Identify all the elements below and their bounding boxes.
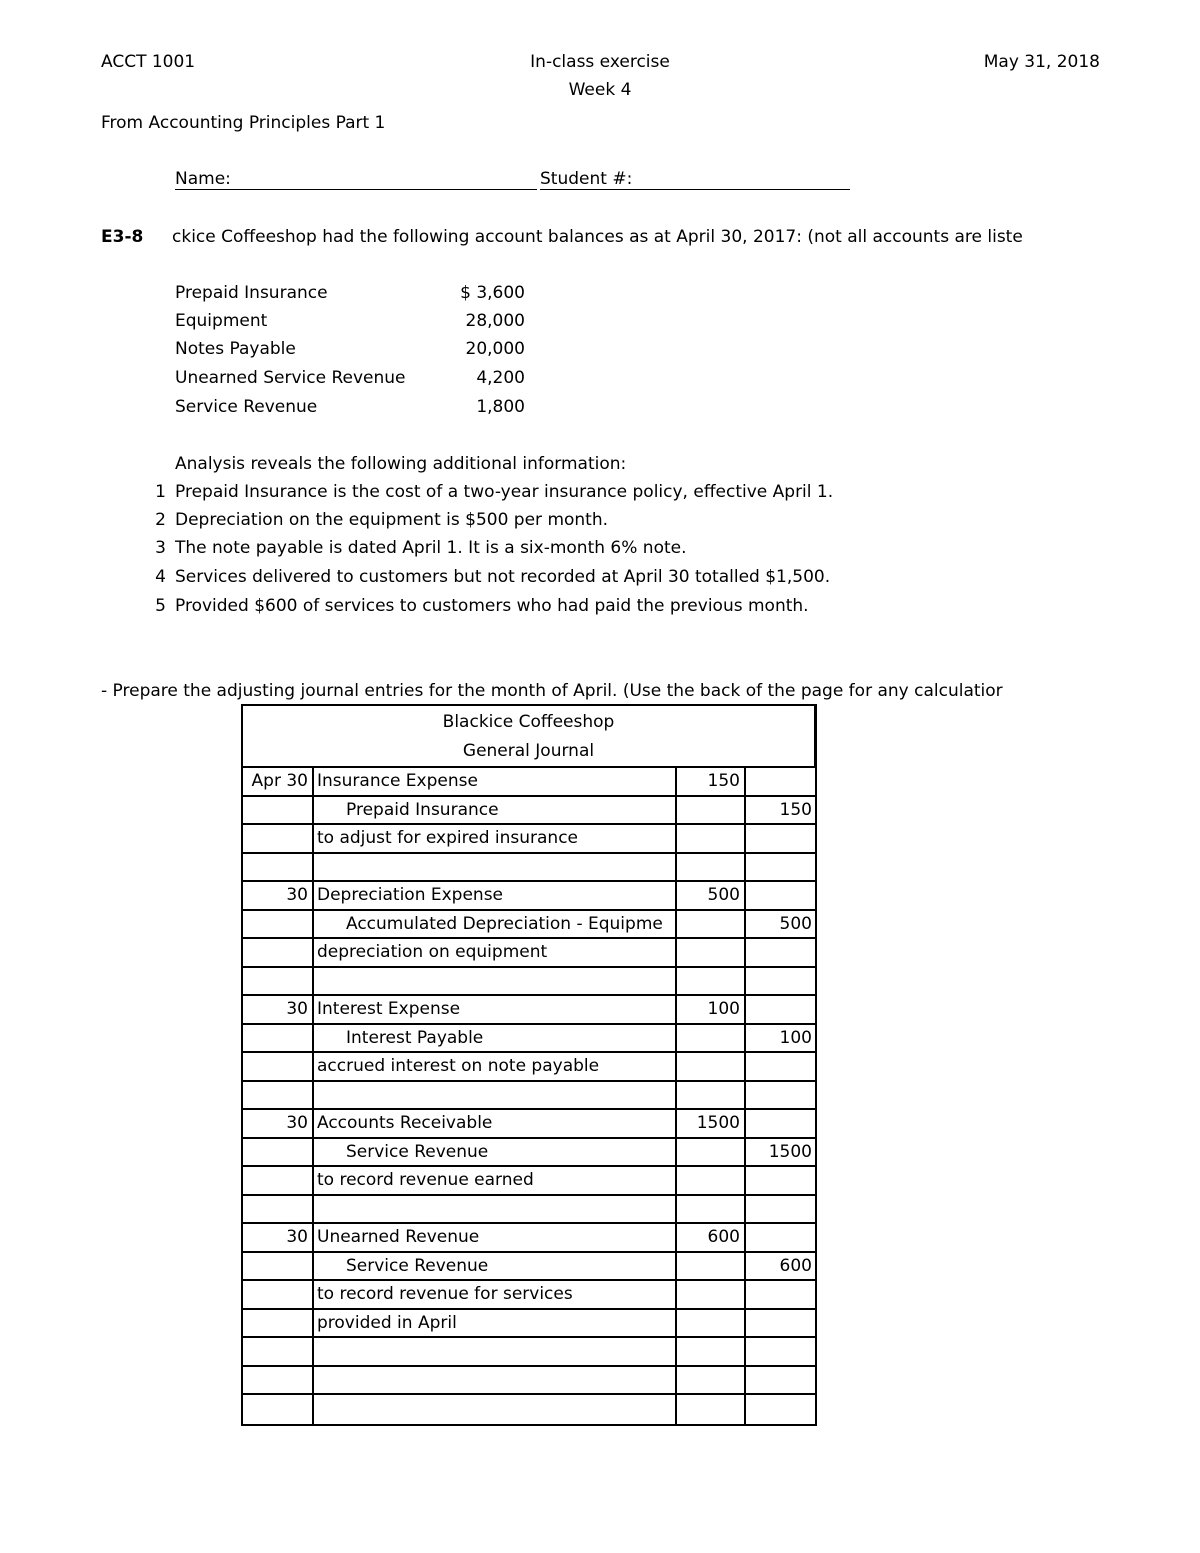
journal-description-cell: depreciation on equipment (314, 939, 677, 966)
journal-credit-cell (746, 968, 815, 995)
journal-credit-cell (746, 939, 815, 966)
journal-row (243, 1281, 815, 1310)
journal-date-cell (243, 1253, 314, 1280)
journal-debit-cell (677, 1395, 746, 1424)
journal-credit-cell: 1500 (768, 1141, 812, 1162)
journal-debit-cell (677, 1082, 746, 1109)
journal-credit-cell (746, 1395, 815, 1424)
journal-description-cell (314, 1367, 677, 1394)
analysis-item: Depreciation on the equipment is $500 per month. (175, 510, 609, 530)
journal-row (243, 1139, 815, 1168)
journal-rows (243, 768, 815, 1424)
journal-row (243, 1253, 815, 1282)
journal-credit-cell (746, 1310, 815, 1337)
journal-date-cell (243, 968, 314, 995)
journal-description-cell: Prepaid Insurance (314, 797, 677, 824)
journal-date-cell (243, 797, 314, 824)
journal-credit-cell (746, 1281, 815, 1308)
journal-row (243, 939, 815, 968)
source-text: From Accounting Principles Part 1 (101, 113, 386, 133)
journal-credit-cell (746, 1338, 815, 1365)
exercise-title: In-class exercise (530, 52, 670, 72)
journal-row (243, 1196, 815, 1225)
journal-row (243, 1025, 815, 1054)
journal-description-cell (314, 1338, 677, 1365)
journal-description-cell: Interest Payable (314, 1025, 677, 1052)
journal-date-cell: 30 (243, 882, 314, 909)
journal-debit-cell (677, 825, 746, 852)
journal-date-cell: 30 (243, 1110, 314, 1137)
analysis-item-number: 5 (155, 596, 166, 616)
journal-debit-cell (677, 968, 746, 995)
journal-row (243, 854, 815, 883)
journal-debit-cell (677, 1253, 746, 1280)
journal-debit-cell (677, 1338, 746, 1365)
journal-debit-cell (677, 1310, 746, 1337)
journal-description-cell: to adjust for expired insurance (314, 825, 677, 852)
journal-date-cell (243, 1196, 314, 1223)
journal-debit-cell (677, 797, 746, 824)
journal-description-cell (314, 854, 677, 881)
balance-amount: 28,000 (465, 311, 525, 331)
balance-account: Prepaid Insurance (175, 283, 328, 303)
student-number-field[interactable] (540, 169, 850, 190)
journal-row (243, 1338, 815, 1367)
journal-description-cell: Unearned Revenue (314, 1224, 677, 1251)
balance-account: Service Revenue (175, 397, 318, 417)
journal-debit-cell (677, 1367, 746, 1394)
instruction-text: - Prepare the adjusting journal entries for the month of April. (Use the back of the page for any calculatior (101, 681, 1003, 701)
journal-date-cell: Apr 30 (243, 768, 314, 795)
journal-debit-cell (677, 854, 746, 881)
journal-description-cell: Depreciation Expense (314, 882, 677, 909)
journal-row (243, 768, 815, 797)
exercise-date: May 31, 2018 (983, 52, 1100, 72)
journal-title: General Journal (462, 741, 595, 761)
journal-row (243, 882, 815, 911)
journal-credit-cell (746, 1167, 815, 1194)
journal-date-cell (243, 1082, 314, 1109)
journal-credit-cell (746, 1053, 815, 1080)
general-journal-table (241, 704, 817, 1426)
journal-row (243, 1082, 815, 1111)
journal-description-cell: Interest Expense (314, 996, 677, 1023)
exercise-intro: ckice Coffeeshop had the following account balances as at April 30, 2017: (not all accounts are liste (172, 227, 1023, 247)
journal-date-cell (243, 1338, 314, 1365)
journal-credit-cell: 500 (779, 913, 812, 934)
journal-credit-cell (746, 1196, 815, 1223)
journal-debit-cell: 150 (677, 768, 746, 795)
journal-row (243, 797, 815, 826)
journal-date-cell: 30 (243, 996, 314, 1023)
journal-credit-cell (746, 768, 815, 795)
journal-date-cell (243, 1395, 314, 1424)
journal-row (243, 911, 815, 940)
journal-date-cell (243, 1310, 314, 1337)
balance-amount: 20,000 (465, 339, 525, 359)
journal-row (243, 1395, 815, 1424)
journal-row (243, 1167, 815, 1196)
journal-date-cell (243, 1025, 314, 1052)
journal-credit-cell (746, 825, 815, 852)
balance-account: Notes Payable (175, 339, 296, 359)
journal-row (243, 996, 815, 1025)
journal-row (243, 1110, 815, 1139)
journal-description-cell: Insurance Expense (314, 768, 677, 795)
journal-credit-cell (746, 1367, 815, 1394)
balance-amount: 1,800 (476, 397, 525, 417)
journal-debit-cell: 500 (677, 882, 746, 909)
journal-credit-cell: 600 (779, 1255, 812, 1276)
analysis-item-number: 4 (155, 567, 166, 587)
analysis-item-number: 3 (155, 538, 166, 558)
journal-row (243, 1053, 815, 1082)
journal-date-cell (243, 1367, 314, 1394)
journal-date-cell (243, 1281, 314, 1308)
journal-row (243, 825, 815, 854)
journal-date-cell (243, 1167, 314, 1194)
journal-description-cell: Service Revenue (314, 1253, 677, 1280)
journal-credit-cell (746, 996, 815, 1023)
journal-debit-cell: 100 (677, 996, 746, 1023)
journal-debit-cell (677, 1053, 746, 1080)
journal-company: Blackice Coffeeshop (442, 712, 615, 732)
balance-account: Unearned Service Revenue (175, 368, 406, 388)
journal-row (243, 968, 815, 997)
journal-debit-cell (677, 1196, 746, 1223)
journal-row (243, 1224, 815, 1253)
balance-account: Equipment (175, 311, 268, 331)
journal-description-cell (314, 968, 677, 995)
journal-row (243, 1310, 815, 1339)
name-field[interactable] (175, 169, 537, 190)
journal-description-cell: accrued interest on note payable (314, 1053, 677, 1080)
journal-credit-cell (746, 1082, 815, 1109)
journal-date-cell (243, 911, 314, 938)
analysis-item: The note payable is dated April 1. It is a six-month 6% note. (175, 538, 687, 558)
journal-description-cell (314, 1082, 677, 1109)
journal-description-cell: Service Revenue (314, 1139, 677, 1166)
journal-row (243, 1367, 815, 1396)
journal-credit-cell (746, 1110, 815, 1137)
journal-debit-cell: 600 (677, 1224, 746, 1251)
journal-debit-cell (677, 1139, 746, 1166)
journal-credit-cell (746, 854, 815, 881)
journal-date-cell (243, 825, 314, 852)
journal-date-cell (243, 939, 314, 966)
journal-debit-cell (677, 1025, 746, 1052)
journal-description-cell (314, 1196, 677, 1223)
balance-amount: 4,200 (476, 368, 525, 388)
journal-description-cell: Accumulated Depreciation - Equipme (314, 911, 677, 938)
journal-credit-cell (746, 1224, 815, 1251)
journal-description-cell: provided in April (314, 1310, 677, 1337)
journal-debit-cell: 1500 (677, 1110, 746, 1137)
analysis-intro: Analysis reveals the following additional information: (175, 454, 627, 474)
analysis-item: Services delivered to customers but not recorded at April 30 totalled $1,500. (175, 567, 831, 587)
exercise-code: E3-8 (101, 227, 144, 247)
balance-amount: $ 3,600 (460, 283, 525, 303)
student-number-label: Student #: (540, 169, 850, 190)
journal-credit-cell: 100 (779, 1027, 812, 1048)
journal-date-cell (243, 854, 314, 881)
journal-debit-cell (677, 1167, 746, 1194)
journal-header (243, 706, 817, 768)
course-code: ACCT 1001 (101, 52, 196, 72)
analysis-item: Prepaid Insurance is the cost of a two-year insurance policy, effective April 1. (175, 482, 834, 502)
journal-description-cell: to record revenue earned (314, 1167, 677, 1194)
journal-debit-cell (677, 939, 746, 966)
journal-credit-cell (746, 882, 815, 909)
journal-date-cell: 30 (243, 1224, 314, 1251)
journal-description-cell: to record revenue for services (314, 1281, 677, 1308)
journal-credit-cell: 150 (779, 799, 812, 820)
analysis-item: Provided $600 of services to customers who had paid the previous month. (175, 596, 809, 616)
name-label: Name: (175, 169, 537, 190)
journal-date-cell (243, 1139, 314, 1166)
journal-description-cell (314, 1395, 677, 1424)
analysis-item-number: 2 (155, 510, 166, 530)
journal-debit-cell (677, 911, 746, 938)
journal-description-cell: Accounts Receivable (314, 1110, 677, 1137)
journal-date-cell (243, 1053, 314, 1080)
analysis-item-number: 1 (155, 482, 166, 502)
week-label: Week 4 (568, 80, 632, 100)
journal-debit-cell (677, 1281, 746, 1308)
